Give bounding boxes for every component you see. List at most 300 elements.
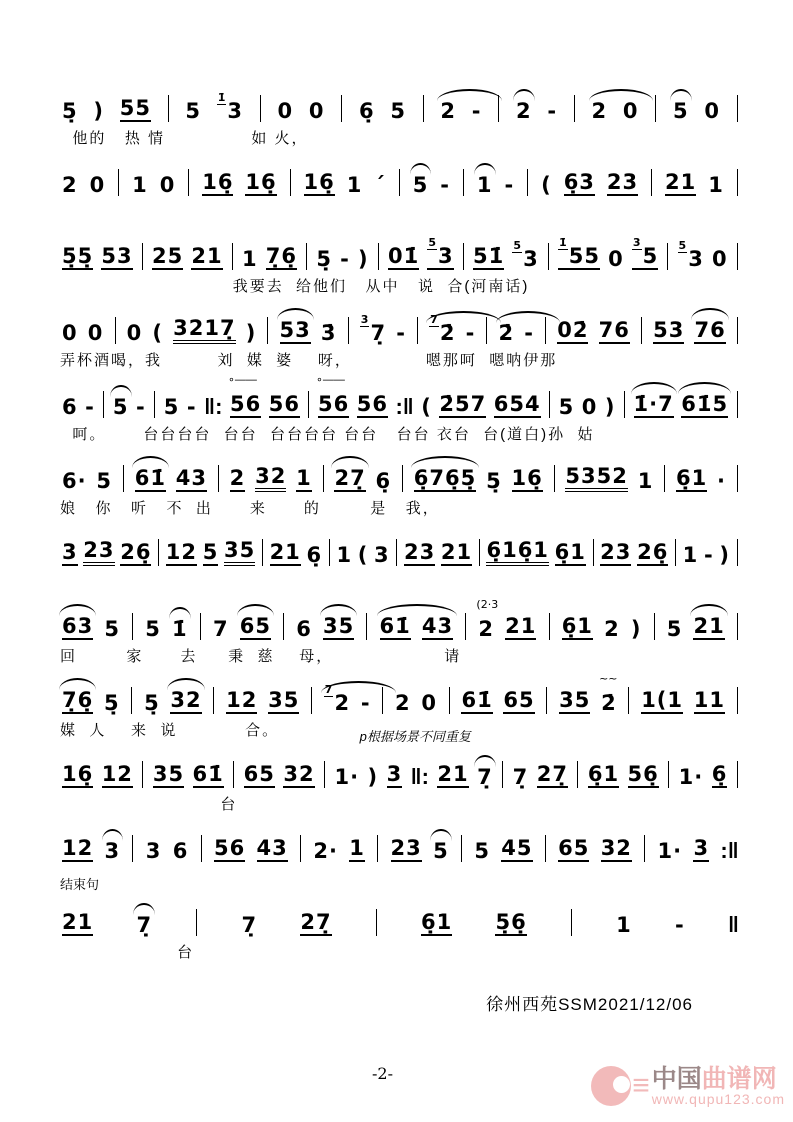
- note: 16̣: [512, 467, 543, 492]
- note: (: [357, 542, 369, 567]
- barline: [115, 317, 116, 344]
- note: 1(1: [641, 689, 683, 714]
- barline: [123, 465, 124, 492]
- notes-row: [60, 284, 741, 344]
- note: $^7$2̇: [430, 312, 456, 345]
- ornament-mark: (2·3: [476, 597, 499, 611]
- note: 5: [96, 468, 113, 493]
- note: 0: [277, 98, 294, 123]
- barline: [417, 317, 418, 344]
- barline: [200, 613, 201, 640]
- barline: [502, 761, 503, 788]
- note: 27̣: [300, 911, 331, 936]
- note: -: [440, 172, 451, 197]
- notes-row: [60, 432, 741, 492]
- grace-note: 1̇: [217, 90, 226, 104]
- note: 5: [112, 394, 129, 419]
- barline: ‖:: [410, 763, 429, 789]
- barline: [188, 169, 189, 196]
- grace-note: 5: [513, 238, 522, 252]
- note: 35: [153, 763, 184, 788]
- barline: [132, 835, 133, 862]
- note: 5̣: [144, 690, 160, 715]
- note: 21: [191, 245, 222, 270]
- note: 6̣76̣5̣: [414, 467, 476, 492]
- lyrics-line: 媒 人 来 说 合。: [60, 722, 280, 739]
- barline: [290, 169, 291, 196]
- note: 16̣: [62, 763, 93, 788]
- note: $^{1̇}$3: [217, 90, 244, 123]
- barline: [402, 465, 403, 492]
- note: 35: [323, 615, 354, 640]
- note: 5: [104, 616, 120, 641]
- barline: [667, 243, 668, 270]
- note: 6̣: [712, 763, 728, 788]
- barline: [554, 465, 555, 492]
- note: 7: [212, 616, 229, 641]
- note: 2: [440, 98, 457, 123]
- note: 32: [170, 689, 201, 714]
- barline: [323, 465, 324, 492]
- note: 6̣3: [564, 171, 595, 196]
- note: 6̣1: [562, 615, 593, 640]
- notes-row: [60, 654, 741, 714]
- note: 65: [240, 615, 271, 640]
- note: 61̇5: [681, 393, 728, 418]
- note: 1: [637, 468, 654, 493]
- note: 5: [666, 616, 683, 641]
- note: ): [93, 98, 104, 123]
- grace-note: 3: [360, 312, 369, 326]
- note: ˊ: [374, 172, 386, 197]
- note: 5̣: [62, 98, 78, 123]
- notes-row: [60, 802, 741, 862]
- note: 3: [145, 838, 162, 863]
- watermark-title-dark: 中国: [651, 1065, 702, 1093]
- note: 12: [226, 689, 257, 714]
- note: 2: [62, 172, 78, 197]
- note: 16̣: [202, 171, 233, 196]
- note: 5: [163, 394, 180, 419]
- note: (: [152, 320, 163, 345]
- barline: [737, 317, 738, 344]
- barline: :‖: [395, 393, 414, 419]
- watermark-text: [652, 1066, 785, 1107]
- note: 21: [437, 763, 468, 788]
- note: 56 ∘――: [230, 393, 261, 418]
- note: 55: [120, 97, 151, 122]
- note: 6: [296, 616, 312, 641]
- grace-note: 7: [324, 682, 333, 696]
- note: 0: [622, 98, 639, 123]
- barline: [577, 761, 578, 788]
- barline: [654, 613, 655, 640]
- note: 2̇: [498, 320, 515, 345]
- note: -: [85, 394, 95, 419]
- note: 3̇: [320, 320, 337, 345]
- note: 65: [558, 837, 589, 862]
- grace-note: 1̇: [559, 235, 567, 249]
- note: 7̣6̣: [266, 245, 297, 270]
- note: 0: [87, 320, 104, 345]
- barline: [132, 613, 133, 640]
- note: $^3$7̣: [360, 312, 387, 345]
- score: [60, 62, 741, 961]
- note: 11: [694, 689, 725, 714]
- note: $^5$3: [678, 238, 704, 271]
- score-system: [60, 432, 741, 517]
- score-system: [60, 728, 741, 813]
- note: 0: [704, 98, 720, 123]
- barline: [593, 539, 594, 566]
- score-system: [60, 506, 741, 580]
- note: 3: [693, 837, 709, 862]
- barline: [737, 687, 738, 714]
- barline: [737, 465, 738, 492]
- barline: [737, 243, 738, 270]
- barline: [664, 465, 665, 492]
- score-system: [60, 210, 741, 295]
- note: 76: [694, 319, 725, 344]
- note: 3: [387, 763, 403, 788]
- note: -: [504, 172, 515, 197]
- lyrics-line: 呵。 台台台台 台台 台台台台 台台 台台 衣台 台(道白)孙 姑: [60, 426, 595, 443]
- note: 02̇: [557, 319, 588, 344]
- note: 1·: [678, 764, 704, 789]
- barline: [103, 391, 104, 418]
- note: 21: [665, 171, 696, 196]
- note: 0: [711, 246, 728, 271]
- note: 61̇: [461, 689, 492, 714]
- note: 5̣5̣: [62, 245, 93, 270]
- barline: [644, 835, 645, 862]
- note: 0: [308, 98, 325, 123]
- note: 2 (2·3: [476, 597, 499, 641]
- lyrics-line: 台: [60, 944, 195, 961]
- note: $^5$3: [513, 238, 539, 271]
- note: 53: [653, 319, 684, 344]
- barline: [196, 909, 197, 936]
- note: ): [719, 542, 730, 567]
- score-system: [60, 136, 741, 210]
- note: -: [703, 542, 714, 567]
- note: 65: [503, 689, 534, 714]
- note: 2: [604, 616, 620, 641]
- note: 65: [244, 763, 275, 788]
- barline: [366, 613, 367, 640]
- barline: [341, 95, 342, 122]
- grace-note: 7: [430, 312, 438, 326]
- notes-row: [60, 876, 741, 936]
- barline: [668, 761, 669, 788]
- barline: [168, 95, 169, 122]
- note: -: [471, 98, 482, 123]
- note: -: [340, 246, 350, 271]
- note: 654: [494, 393, 541, 418]
- barline: [232, 243, 233, 270]
- barline: [574, 95, 575, 122]
- barline: [655, 95, 656, 122]
- barline: [737, 761, 738, 788]
- notes-row: [60, 580, 741, 640]
- note: 61̇: [135, 467, 166, 492]
- note: (: [541, 172, 552, 197]
- note: 76: [599, 319, 630, 344]
- barline: [118, 169, 119, 196]
- note: 1: [616, 912, 632, 937]
- note: 1: [132, 172, 148, 197]
- note: 53: [101, 245, 132, 270]
- watermark-title: [652, 1066, 785, 1092]
- note: 2: [230, 467, 246, 492]
- barline: [154, 391, 155, 418]
- note: 21: [270, 541, 301, 566]
- barline: [651, 169, 652, 196]
- note: 23: [83, 539, 114, 566]
- note: 1: [336, 542, 353, 567]
- note: 5: [672, 98, 689, 123]
- score-system: [60, 358, 741, 443]
- barline: [463, 243, 464, 270]
- note: -: [360, 690, 371, 715]
- note: 5: [474, 838, 490, 863]
- note: 1: [708, 172, 724, 197]
- barline: [546, 687, 547, 714]
- barline: [641, 317, 642, 344]
- note: 2̇ ~~: [599, 671, 618, 715]
- note: 6̣1: [676, 467, 707, 492]
- note: 21: [62, 911, 93, 936]
- qupu-logo-icon: [591, 1066, 631, 1106]
- note: 56̣: [628, 763, 659, 788]
- note: 6̣1: [555, 541, 586, 566]
- note: (: [421, 394, 432, 419]
- note: 1: [476, 172, 493, 197]
- note: 35: [559, 689, 590, 714]
- note: -: [547, 98, 558, 123]
- note: 32: [283, 763, 314, 788]
- note: 6̣1: [421, 911, 452, 936]
- barline: ‖: [727, 911, 739, 937]
- note: 12: [166, 541, 197, 566]
- barline: [423, 95, 424, 122]
- note: 1: [682, 542, 699, 567]
- note: 2: [591, 98, 608, 123]
- note: 35: [224, 539, 255, 566]
- note: 45: [501, 837, 532, 862]
- score-annotation: 结束句: [60, 877, 100, 892]
- barline: [571, 909, 572, 936]
- ornament-mark: ∘――: [227, 372, 257, 386]
- note: 56: [269, 393, 300, 418]
- note: $^{1̇}$55: [558, 245, 600, 270]
- note: 6·: [62, 468, 87, 493]
- barline: [396, 539, 397, 566]
- note: ): [358, 246, 369, 271]
- note: 1: [349, 837, 365, 862]
- note: 23: [391, 837, 422, 862]
- lyrics-line: 回 家 去 秉 慈 母， 请: [60, 648, 462, 665]
- note: 51̇: [473, 245, 504, 270]
- ornament-mark: ~~: [599, 671, 618, 685]
- barline: [548, 243, 549, 270]
- note: 5: [390, 98, 406, 123]
- watermark-title-light: 曲谱网: [701, 1065, 777, 1093]
- barline: [461, 835, 462, 862]
- note: 5: [558, 394, 575, 419]
- note: $^5$3: [427, 245, 453, 270]
- note: -: [136, 394, 146, 419]
- barline: [233, 761, 234, 788]
- note: 21: [693, 615, 724, 640]
- note: 53: [280, 319, 311, 344]
- note: 5: [412, 172, 429, 197]
- barline: [463, 169, 464, 196]
- note: 1̇·7: [634, 393, 674, 418]
- note: 2̇57: [439, 393, 486, 418]
- barline: [737, 169, 738, 196]
- note: 43: [257, 837, 288, 862]
- note: 61̇: [380, 615, 411, 640]
- barline: [311, 687, 312, 714]
- barline: [329, 539, 330, 566]
- score-system: [60, 580, 741, 665]
- note: ): [604, 394, 616, 419]
- note: 3: [374, 542, 390, 567]
- note: 12: [102, 763, 133, 788]
- barline: [308, 391, 309, 418]
- note: 0: [126, 320, 143, 345]
- note: 01̇: [388, 245, 419, 270]
- ornament-mark: ∘――: [315, 372, 345, 386]
- note: 2·: [313, 838, 338, 863]
- note: 0: [159, 172, 176, 197]
- note: 23: [600, 541, 631, 566]
- note: 7̣: [477, 764, 493, 789]
- note: 0: [608, 246, 624, 271]
- note: 25: [152, 245, 183, 270]
- note: -: [465, 320, 476, 345]
- note: 1: [346, 172, 363, 197]
- note: ): [367, 764, 379, 789]
- note: 5352: [565, 465, 627, 492]
- barline: [675, 539, 676, 566]
- note: 1: [241, 246, 258, 271]
- note: 63: [62, 615, 93, 640]
- note: 7̣: [512, 764, 529, 789]
- score-system: [60, 876, 741, 961]
- note: 3: [62, 541, 78, 566]
- barline: [737, 613, 738, 640]
- score-system: [60, 284, 741, 369]
- note: 0: [62, 320, 78, 345]
- barline: [306, 243, 307, 270]
- note: 26̣: [120, 541, 151, 566]
- note: 5: [433, 838, 449, 863]
- note: 27̣: [537, 763, 568, 788]
- barline: [131, 687, 132, 714]
- note: 2: [515, 98, 532, 123]
- barline: [376, 909, 377, 936]
- barline: [624, 391, 625, 418]
- lyrics-line: 弄杯酒喝，我 刘 媒 婆 呀， 嗯那呵 嗯呐伊那: [60, 352, 558, 369]
- barline: [348, 317, 349, 344]
- note: -: [396, 320, 406, 345]
- qupu-logo-bars-icon: ≡: [632, 1069, 650, 1103]
- lyrics-line: 他的 热 情 如 火，: [60, 130, 309, 147]
- note: 16̣: [304, 171, 335, 196]
- note: $^3$5: [632, 245, 658, 270]
- note: 27̣: [334, 467, 365, 492]
- note: 1·: [334, 764, 360, 789]
- barline: [142, 243, 143, 270]
- note: 7̣: [241, 912, 258, 937]
- note: 23: [404, 541, 435, 566]
- note: -: [675, 912, 685, 937]
- barline: [267, 317, 268, 344]
- note: 1: [296, 467, 312, 492]
- barline: [737, 95, 738, 122]
- watermark-url: www.qupu123.com: [651, 1091, 785, 1108]
- credit-line: 徐州西苑SSM2021/12/06: [486, 995, 693, 1014]
- note: 35: [268, 689, 299, 714]
- note: 6: [172, 838, 189, 863]
- watermark: [591, 1066, 785, 1107]
- note: 7̣6̣: [62, 689, 93, 714]
- note: 3217̣: [173, 317, 235, 344]
- note: 5: [203, 541, 219, 566]
- note: 5̣: [316, 246, 332, 271]
- barline: ‖:: [204, 393, 223, 419]
- note: 6̣: [306, 542, 323, 567]
- lyrics-line: 我要去 给他们 从中 说 合(河南话): [60, 278, 530, 295]
- note: 56: [214, 837, 245, 862]
- barline: [201, 835, 202, 862]
- note: 6̣1: [588, 763, 619, 788]
- note: 5: [145, 616, 161, 641]
- grace-note: 3: [632, 235, 641, 249]
- barline: [545, 835, 546, 862]
- note: 6̣: [358, 98, 375, 123]
- page-number: -2-: [372, 1064, 393, 1083]
- note: 23: [607, 171, 638, 196]
- note: 32: [601, 837, 632, 862]
- barline: [377, 835, 378, 862]
- note: 0: [421, 690, 437, 715]
- barline: [628, 687, 629, 714]
- note: 21: [505, 615, 536, 640]
- note: 61̇: [193, 763, 224, 788]
- barline: [737, 391, 738, 418]
- note: 43: [422, 615, 453, 640]
- barline: [283, 613, 284, 640]
- score-annotation: p根据场景不同重复: [359, 729, 471, 744]
- note: 0: [89, 172, 106, 197]
- notes-row: [60, 136, 741, 196]
- note: 1̇: [172, 616, 188, 641]
- note: 5̣6̣: [495, 911, 526, 936]
- note: 32: [255, 465, 286, 492]
- barline: :‖: [720, 837, 739, 863]
- note: 6̣: [375, 468, 392, 493]
- barline: [527, 169, 528, 196]
- barline: [260, 95, 261, 122]
- lyrics-line: 台: [60, 796, 238, 813]
- note: 12: [62, 837, 93, 862]
- notes-row: [60, 506, 741, 566]
- grace-note: 5: [678, 238, 687, 252]
- note: -: [186, 394, 197, 419]
